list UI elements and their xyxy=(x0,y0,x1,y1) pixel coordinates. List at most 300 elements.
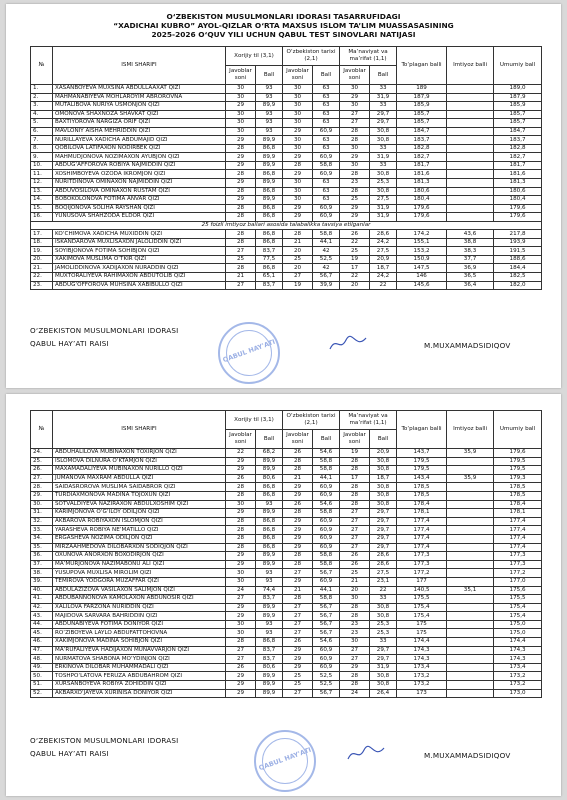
spirit-ball: 30,8 xyxy=(370,612,397,621)
history-answers: 27 xyxy=(283,612,313,621)
lang-ball: 89,9 xyxy=(256,153,283,162)
history-answers: 27 xyxy=(283,603,313,612)
lang-answers: 26 xyxy=(226,663,256,672)
spirit-ball: 30,8 xyxy=(370,127,397,136)
spirit-ball: 23,1 xyxy=(370,577,397,586)
history-answers: 29 xyxy=(283,491,313,500)
total-ball: 180,4 xyxy=(397,196,447,205)
footer-org-line-1: O‘ZBEKISTON MUSULMONLARI IDORASI xyxy=(30,736,179,745)
bonus-ball: 38,3 xyxy=(447,247,494,256)
overall-ball: 179,6 xyxy=(494,449,542,458)
bonus-ball xyxy=(447,638,494,647)
history-ball: 44,1 xyxy=(313,238,340,247)
overall-ball: 173,4 xyxy=(494,663,542,672)
bonus-ball: 43,6 xyxy=(447,230,494,239)
overall-ball: 182,0 xyxy=(494,281,542,290)
lang-ball: 74,4 xyxy=(256,586,283,595)
student-name: KARIMJONOVA O‘G‘ILOY ODILJON QIZI xyxy=(53,509,226,518)
lang-answers: 29 xyxy=(226,196,256,205)
spirit-ball: 25,3 xyxy=(370,179,397,188)
row-number: 15. xyxy=(31,204,53,213)
table-row xyxy=(31,449,542,458)
signer-name: M.MUXAMMADSIDIQOV xyxy=(424,751,511,760)
row-number: 16. xyxy=(31,213,53,222)
table-row xyxy=(31,170,542,179)
table-row xyxy=(31,681,542,690)
spirit-ball: 20,9 xyxy=(370,255,397,264)
row-number: 44. xyxy=(31,620,53,629)
overall-ball: 173,0 xyxy=(494,689,542,698)
spirit-answers: 25 xyxy=(340,247,370,256)
student-name: JAMOLIDDINOVA XADIJAXON NURADDIN QIZI xyxy=(53,264,226,273)
student-name: BAXTIYOROVA NARGIZA ORIF QIZI xyxy=(53,119,226,128)
lang-answers: 28 xyxy=(226,170,256,179)
overall-ball: 175,0 xyxy=(494,629,542,638)
bonus-ball xyxy=(447,620,494,629)
lang-ball: 83,7 xyxy=(256,655,283,664)
spirit-ball: 29,7 xyxy=(370,110,397,119)
table-row xyxy=(31,196,542,205)
history-ball: 60,9 xyxy=(313,153,340,162)
history-answers: 29 xyxy=(283,170,313,179)
spirit-answers: 28 xyxy=(340,603,370,612)
spirit-answers: 25 xyxy=(340,569,370,578)
overall-ball: 181,7 xyxy=(494,161,542,170)
table-row xyxy=(31,483,542,492)
spirit-answers: 28 xyxy=(340,483,370,492)
overall-ball: 177,3 xyxy=(494,560,542,569)
history-ball: 56,7 xyxy=(313,603,340,612)
lang-ball: 89,9 xyxy=(256,552,283,561)
total-ball: 178,5 xyxy=(397,491,447,500)
spirit-ball: 29,7 xyxy=(370,509,397,518)
spirit-ball: 33 xyxy=(370,102,397,111)
history-answers: 29 xyxy=(283,483,313,492)
total-ball: 182,8 xyxy=(397,144,447,153)
row-number: 1. xyxy=(31,85,53,94)
table-row xyxy=(31,629,542,638)
spirit-answers: 30 xyxy=(340,144,370,153)
bonus-ball xyxy=(447,517,494,526)
history-ball: 60,9 xyxy=(313,663,340,672)
history-answers: 29 xyxy=(283,655,313,664)
total-ball: 178,4 xyxy=(397,500,447,509)
student-name: ABDUG‘OFFOROVA MUHSINA XABIBULLO QIZI xyxy=(53,281,226,290)
table-row xyxy=(31,526,542,535)
table-row xyxy=(31,273,542,282)
history-ball: 44,1 xyxy=(313,586,340,595)
total-ball: 183,7 xyxy=(397,136,447,145)
student-name: MA’MURJONOVA NAZIMABONU ALI QIZI xyxy=(53,560,226,569)
history-ball: 58,8 xyxy=(313,552,340,561)
history-ball: 63 xyxy=(313,119,340,128)
spirit-ball: 30,8 xyxy=(370,187,397,196)
student-name: XASANBOYEVA MUXSINA ABDULLAAXAT QIZI xyxy=(53,85,226,94)
spirit-ball: 29,7 xyxy=(370,543,397,552)
lang-answers: 29 xyxy=(226,102,256,111)
lang-answers: 28 xyxy=(226,144,256,153)
overall-ball: 179,5 xyxy=(494,457,542,466)
student-name: YUNUSOVA SHAHZODA ELDOR QIZI xyxy=(53,213,226,222)
spirit-answers: 28 xyxy=(340,170,370,179)
document-title xyxy=(6,12,561,39)
lang-answers: 28 xyxy=(226,230,256,239)
spirit-answers: 29 xyxy=(340,663,370,672)
total-ball: 178,5 xyxy=(397,483,447,492)
history-answers: 27 xyxy=(283,273,313,282)
table-row xyxy=(31,595,542,604)
history-answers: 30 xyxy=(283,85,313,94)
spirit-answers: 27 xyxy=(340,110,370,119)
bonus-ball xyxy=(447,213,494,222)
lang-ball: 93 xyxy=(256,85,283,94)
spirit-ball: 18,7 xyxy=(370,474,397,483)
lang-answers: 30 xyxy=(226,119,256,128)
overall-ball: 185,7 xyxy=(494,119,542,128)
lang-ball: 77,5 xyxy=(256,255,283,264)
student-name: XOSHIMBOYEVA OZODA IKROMJON QIZI xyxy=(53,170,226,179)
row-number: 52. xyxy=(31,689,53,698)
spirit-answers: 30 xyxy=(340,595,370,604)
history-answers: 29 xyxy=(283,153,313,162)
row-number: 14. xyxy=(31,196,53,205)
bonus-ball: 35,9 xyxy=(447,474,494,483)
spirit-answers: 28 xyxy=(340,672,370,681)
spirit-ball: 29,7 xyxy=(370,517,397,526)
student-name: ERKINOVA DILOBAR MUHAMMADALI QIZI xyxy=(53,663,226,672)
lang-answers: 29 xyxy=(226,681,256,690)
spirit-ball: 29,7 xyxy=(370,646,397,655)
lang-answers: 29 xyxy=(226,689,256,698)
overall-ball: 193,9 xyxy=(494,238,542,247)
overall-ball: 179,6 xyxy=(494,213,542,222)
spirit-answers: 26 xyxy=(340,560,370,569)
bonus-ball xyxy=(447,603,494,612)
header-subject-foreign-language: Xorijiy til (3,1) xyxy=(226,47,283,66)
table-row xyxy=(31,672,542,681)
stamp-text: QABUL HAY'ATI xyxy=(257,745,313,773)
total-ball: 185,7 xyxy=(397,110,447,119)
history-answers: 21 xyxy=(283,474,313,483)
total-ball: 179,5 xyxy=(397,466,447,475)
lang-ball: 83,7 xyxy=(256,247,283,256)
lang-ball: 86,8 xyxy=(256,230,283,239)
history-ball: 58,8 xyxy=(313,595,340,604)
bonus-ball xyxy=(447,85,494,94)
lang-ball: 89,9 xyxy=(256,179,283,188)
overall-ball: 184,7 xyxy=(494,127,542,136)
lang-answers: 28 xyxy=(226,491,256,500)
bonus-ball xyxy=(447,569,494,578)
history-answers: 28 xyxy=(283,466,313,475)
history-ball: 63 xyxy=(313,179,340,188)
row-number: 38. xyxy=(31,569,53,578)
history-answers: 29 xyxy=(283,213,313,222)
history-answers: 20 xyxy=(283,264,313,273)
table-row xyxy=(31,612,542,621)
spirit-answers: 30 xyxy=(340,638,370,647)
lang-ball: 86,8 xyxy=(256,638,283,647)
lang-ball: 86,8 xyxy=(256,534,283,543)
spirit-answers: 30 xyxy=(340,85,370,94)
table-row xyxy=(31,136,542,145)
lang-answers: 28 xyxy=(226,483,256,492)
header-subject-spirituality: Ma’naviyat va ma’rifat (1,1) xyxy=(340,47,397,66)
row-number: 22. xyxy=(31,273,53,282)
lang-answers: 29 xyxy=(226,509,256,518)
header-overall: Umumiy ball xyxy=(494,411,542,449)
bonus-ball xyxy=(447,110,494,119)
lang-ball: 89,9 xyxy=(256,196,283,205)
total-ball: 179,6 xyxy=(397,204,447,213)
spirit-answers: 30 xyxy=(340,102,370,111)
lang-ball: 86,8 xyxy=(256,517,283,526)
history-ball: 56,7 xyxy=(313,612,340,621)
bonus-ball xyxy=(447,102,494,111)
header-num: № xyxy=(31,411,53,449)
row-number: 43. xyxy=(31,612,53,621)
table-row xyxy=(31,509,542,518)
history-answers: 28 xyxy=(283,230,313,239)
table-row xyxy=(31,638,542,647)
table-row xyxy=(31,264,542,273)
bonus-ball xyxy=(447,196,494,205)
history-ball: 60,9 xyxy=(313,491,340,500)
overall-ball: 184,4 xyxy=(494,264,542,273)
bonus-ball xyxy=(447,144,494,153)
header-ball: Ball xyxy=(256,66,283,85)
lang-answers: 27 xyxy=(226,646,256,655)
bonus-ball xyxy=(447,646,494,655)
spirit-ball: 20,9 xyxy=(370,449,397,458)
student-name: AKBARXO‘JAYEVA XURINISA DONIYOR QIZI xyxy=(53,689,226,698)
lang-answers: 29 xyxy=(226,603,256,612)
header-answers: Javoblar soni xyxy=(340,66,370,85)
student-name: YARASHEVA ROBIYA NE’MATILLO QIZI xyxy=(53,526,226,535)
header-answers: Javoblar soni xyxy=(226,66,256,85)
table-row xyxy=(31,689,542,698)
spirit-ball: 31,9 xyxy=(370,213,397,222)
table-row xyxy=(31,491,542,500)
lang-answers: 28 xyxy=(226,213,256,222)
history-ball: 63 xyxy=(313,93,340,102)
lang-ball: 86,8 xyxy=(256,483,283,492)
history-ball: 56,7 xyxy=(313,569,340,578)
table-row xyxy=(31,179,542,188)
row-number: 28. xyxy=(31,483,53,492)
table-row xyxy=(31,204,542,213)
total-ball: 177,2 xyxy=(397,569,447,578)
history-answers: 25 xyxy=(283,255,313,264)
history-ball: 52,5 xyxy=(313,255,340,264)
total-ball: 174,3 xyxy=(397,646,447,655)
student-name: OXUNOVA ANORXON BOXODIRJON QIZI xyxy=(53,552,226,561)
spirit-answers: 19 xyxy=(340,255,370,264)
student-name: MAJIDOVA SARVARA BAHRIDDIN QIZI xyxy=(53,612,226,621)
lang-answers: 29 xyxy=(226,552,256,561)
spirit-answers: 30 xyxy=(340,161,370,170)
total-ball: 175,4 xyxy=(397,612,447,621)
spirit-ball: 22 xyxy=(370,281,397,290)
student-name: OMONOVA SHAXNOZA SHAVKAT QIZI xyxy=(53,110,226,119)
table-row xyxy=(31,281,542,290)
official-stamp xyxy=(218,322,280,384)
history-answers: 20 xyxy=(283,247,313,256)
lang-ball: 86,8 xyxy=(256,187,283,196)
spirit-answers: 23 xyxy=(340,179,370,188)
lang-answers: 28 xyxy=(226,638,256,647)
total-ball: 179,5 xyxy=(397,457,447,466)
bonus-ball xyxy=(447,552,494,561)
header-answers: Javoblar soni xyxy=(340,430,370,449)
lang-ball: 93 xyxy=(256,110,283,119)
overall-ball: 182,5 xyxy=(494,273,542,282)
history-answers: 25 xyxy=(283,672,313,681)
student-name: ABDUNABIYEVA FOTIMA DONIYOR QIZI xyxy=(53,620,226,629)
lang-ball: 86,8 xyxy=(256,491,283,500)
bonus-ball xyxy=(447,612,494,621)
row-number: 21. xyxy=(31,264,53,273)
bonus-ball xyxy=(447,136,494,145)
row-number: 30. xyxy=(31,500,53,509)
table-row xyxy=(31,85,542,94)
history-ball: 58,8 xyxy=(313,560,340,569)
history-ball: 60,9 xyxy=(313,483,340,492)
footer-org-line-2: QABUL HAY’ATI RAISI xyxy=(30,749,109,758)
header-total: To‘plagan balli xyxy=(397,411,447,449)
lang-answers: 21 xyxy=(226,273,256,282)
table-row xyxy=(31,93,542,102)
table-row xyxy=(31,144,542,153)
overall-ball: 181,6 xyxy=(494,170,542,179)
history-ball: 63 xyxy=(313,102,340,111)
total-ball: 174,2 xyxy=(397,230,447,239)
overall-ball: 185,7 xyxy=(494,110,542,119)
history-ball: 63 xyxy=(313,187,340,196)
header-ball: Ball xyxy=(370,430,397,449)
table-row xyxy=(31,474,542,483)
table-row xyxy=(31,238,542,247)
history-answers: 29 xyxy=(283,204,313,213)
spirit-answers: 28 xyxy=(340,612,370,621)
header-answers: Javoblar soni xyxy=(226,430,256,449)
spirit-ball: 25,3 xyxy=(370,629,397,638)
header-subject-foreign-language: Xorijiy til (3,1) xyxy=(226,411,283,430)
total-ball: 177,4 xyxy=(397,534,447,543)
row-number: 40. xyxy=(31,586,53,595)
student-name: MUXTORALIYEVA RAHIMAXON ABDUTOLIB QIZI xyxy=(53,273,226,282)
lang-ball: 89,9 xyxy=(256,689,283,698)
spirit-ball: 31,9 xyxy=(370,153,397,162)
history-ball: 63 xyxy=(313,110,340,119)
total-ball: 143,4 xyxy=(397,474,447,483)
signer-name: M.MUXAMMADSIDIQOV xyxy=(424,341,511,350)
spirit-answers: 17 xyxy=(340,474,370,483)
table-row xyxy=(31,230,542,239)
table-row xyxy=(31,255,542,264)
spirit-answers: 23 xyxy=(340,620,370,629)
lang-ball: 80,6 xyxy=(256,663,283,672)
lang-answers: 27 xyxy=(226,281,256,290)
row-number: 12. xyxy=(31,179,53,188)
header-subject-spirituality: Ma’naviyat va ma’rifat (1,1) xyxy=(340,411,397,430)
lang-ball: 86,8 xyxy=(256,170,283,179)
spirit-ball: 29,7 xyxy=(370,119,397,128)
lang-ball: 65,1 xyxy=(256,273,283,282)
header-ball: Ball xyxy=(256,430,283,449)
signature-mark xyxy=(346,744,386,764)
overall-ball: 174,4 xyxy=(494,638,542,647)
student-name: AKBAROVA ROBIYAXON ISLOMJON QIZI xyxy=(53,517,226,526)
history-answers: 30 xyxy=(283,187,313,196)
student-name: TURDIAXMONOVA MADINA TOJOXUN QIZI xyxy=(53,491,226,500)
row-number: 20. xyxy=(31,255,53,264)
spirit-ball: 30,8 xyxy=(370,672,397,681)
lang-answers: 30 xyxy=(226,500,256,509)
lang-answers: 30 xyxy=(226,85,256,94)
results-table-2 xyxy=(30,410,542,698)
spirit-answers: 29 xyxy=(340,213,370,222)
student-name: MIRZAAHMEDOVA DILOBARXON SODIQJON QIZI xyxy=(53,543,226,552)
student-name: KO‘CHIMOVA XADICHA MUXIDDIN QIZI xyxy=(53,230,226,239)
history-answers: 29 xyxy=(283,517,313,526)
total-ball: 187,9 xyxy=(397,93,447,102)
overall-ball: 178,4 xyxy=(494,500,542,509)
history-ball: 60,9 xyxy=(313,170,340,179)
lang-answers: 29 xyxy=(226,179,256,188)
overall-ball: 177,4 xyxy=(494,526,542,535)
total-ball: 153,2 xyxy=(397,247,447,256)
table-row xyxy=(31,161,542,170)
spirit-answers: 25 xyxy=(340,196,370,205)
row-number: 18. xyxy=(31,238,53,247)
header-answers: Javoblar soni xyxy=(283,66,313,85)
spirit-ball: 33 xyxy=(370,595,397,604)
spirit-answers: 28 xyxy=(340,136,370,145)
spirit-ball: 25,3 xyxy=(370,620,397,629)
spirit-ball: 30,8 xyxy=(370,136,397,145)
total-ball: 177 xyxy=(397,577,447,586)
total-ball: 173 xyxy=(397,689,447,698)
total-ball: 140,5 xyxy=(397,586,447,595)
row-number: 45. xyxy=(31,629,53,638)
history-answers: 21 xyxy=(283,238,313,247)
spirit-ball: 33 xyxy=(370,144,397,153)
history-answers: 29 xyxy=(283,577,313,586)
spirit-ball: 24,2 xyxy=(370,238,397,247)
overall-ball: 179,5 xyxy=(494,466,542,475)
student-name: NURITDINOVA OMINAXON NAJMIDDIN QIZI xyxy=(53,179,226,188)
history-ball: 44,1 xyxy=(313,474,340,483)
row-number: 24. xyxy=(31,449,53,458)
spirit-answers: 27 xyxy=(340,526,370,535)
bonus-ball xyxy=(447,153,494,162)
bonus-ball xyxy=(447,689,494,698)
bonus-ball xyxy=(447,534,494,543)
row-number: 41. xyxy=(31,595,53,604)
row-number: 10. xyxy=(31,161,53,170)
row-number: 2. xyxy=(31,93,53,102)
bonus-ball xyxy=(447,560,494,569)
row-number: 37. xyxy=(31,560,53,569)
lang-answers: 22 xyxy=(226,449,256,458)
bonus-ball xyxy=(447,93,494,102)
student-name: ERGASHEVA NOZIMA ODILJON QIZI xyxy=(53,534,226,543)
table-row xyxy=(31,517,542,526)
total-ball: 178,1 xyxy=(397,509,447,518)
total-ball: 174,3 xyxy=(397,655,447,664)
history-ball: 60,9 xyxy=(313,204,340,213)
